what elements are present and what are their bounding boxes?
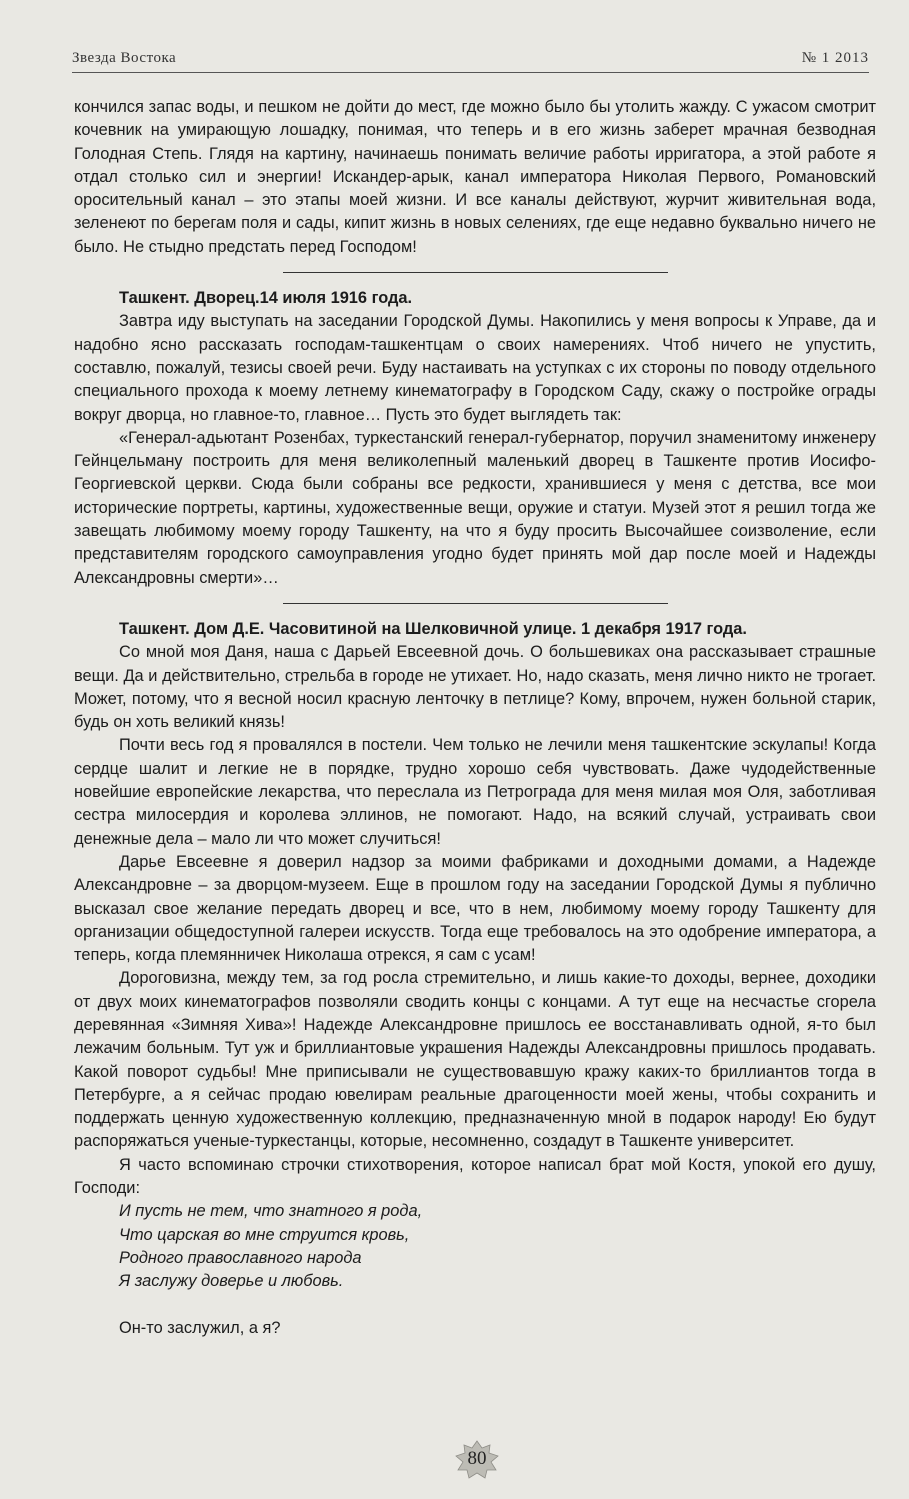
poem-line: Родного православного народа	[119, 1248, 362, 1267]
page-number: 80	[467, 1448, 487, 1469]
poem-quote	[74, 1200, 876, 1293]
paragraph: Дарье Евсеевне я доверил надзор за моими фабриками и доходными домами, а Надежде Александровне – за дворцом-музеем. Еще в прошлом году на заседании Городской Думы я публично высказал свое желание передать дворец и все, что в нем, любимому моему городу Ташкенту для организации общедоступной галереи искусств. Тогда еще требовалось на это одобрение императора, а теперь, когда племянничек Николаша отрекся, я сам с усам!	[74, 852, 876, 965]
page-body	[74, 96, 876, 1340]
section-divider	[283, 272, 668, 273]
paragraph: Завтра иду выступать на заседании Городской Думы. Накопились у меня вопросы к Управе, да и надобно ясно рассказать господам-ташкентцам о своих намерениях. Чтоб ничего не упустить, составлю, пожалуй, тезисы своей речи. Буду настаивать на уступках с их стороны по поводу отдельного специального прохода к моему летнему кинематографу в Городском Саду, скажу о постройке ограды вокруг дворца, но главное-то, главное… Пусть это будет выглядеть так:	[74, 312, 876, 424]
page-number-badge	[452, 1440, 502, 1480]
paragraph: Со мной моя Даня, наша с Дарьей Евсеевной дочь. О большевиках она рассказывает страшные вещи. Да и действительно, стрельба в городе не утихает. Но, надо сказать, меня лично никто не трогает. Может, потому, что я весной носил красную ленточку в петлице? Кому, впрочем, нужен больной старик, будь он хоть великий князь!	[74, 643, 876, 732]
journal-title: Звезда Востока	[72, 50, 177, 66]
closing-line: Он-то заслужил, а я?	[119, 1318, 281, 1337]
poem-line: Я заслужу доверье и любовь.	[119, 1272, 344, 1291]
paragraph: Я часто вспоминаю строчки стихотворения, которое написал брат мой Костя, упокой его душу, Господи:	[74, 1155, 876, 1198]
poem-line: И пусть не тем, что знатного я рода,	[119, 1202, 423, 1221]
paragraph: Дороговизна, между тем, за год росла стремительно, и лишь какие-то доходы, вернее, доходики от двух моих кинематографов позволяли сводить концы с концами. А тут еще на несчастье сгорела деревянная «Зимняя Хива»! Надежде Александровне пришлось ее восстанавливать одной, я-то был лежачим больным. Тут уж и бриллиантовые украшения Надежды Александровны пришлось продавать. Какой поворот судьбы! Мне приписывали не существовавшую кражу каких-то бриллиантов тогда в Петербурге, а я сейчас продаю ювелирам реальные драгоценности моей жены, чтобы сохранить и поддержать ценную художественную коллекцию, предназначенную мной в подарок народу! Ею будут распоряжаться ученые-туркестанцы, которые, несомненно, создадут в Ташкенте университет.	[74, 969, 876, 1151]
running-header	[72, 46, 869, 73]
paragraph: Почти весь год я провалялся в постели. Чем только не лечили меня ташкентские эскулапы! Когда сердце шалит и легкие не в порядке, трудно хорошо себя чувствовать. Даже чудодейственные новейшие европейские лекарства, что переслала из Петрограда для меня милая моя Оля, заботливая сестра милосердия и королева эллинов, не помогают. Надо, на всякий случай, устраивать свои денежные дела – мало ли что может случиться!	[74, 736, 876, 848]
quote-paragraph: «Генерал-адьютант Розенбах, туркестанский генерал-губернатор, поручил знаменитому инженеру Гейнцельману построить для меня великолепный маленький дворец в Ташкенте против Иосифо-Георгиевской церкви. Сюда были собраны все редкости, хранившиеся у меня с детства, все мои исторические портреты, картины, художественные вещи, оружие и статуи. Музей этот я решил тогда же завещать любимому моему городу Ташкенту, на что я буду просить Высочайшее соизволение, если представителям городского самоуправления угодно будет принять мой дар после моей и Надежды Александровны смерти»…	[74, 428, 876, 587]
section-heading: Ташкент. Дом Д.Е. Часовитиной на Шелковичной улице. 1 декабря 1917 года.	[119, 619, 747, 638]
section-heading: Ташкент. Дворец.14 июля 1916 года.	[119, 289, 413, 308]
intro-paragraph: кончился запас воды, и пешком не дойти до мест, где можно было бы утолить жажду. С ужасом смотрит кочевник на умирающую лошадку, понимая, что теперь и в его жизнь заберет мрачная безводная Голодная Степь. Глядя на картину, начинаешь понимать величие работы ирригатора, а этой работе я отдал столько сил и энергии! Искандер-арык, канал императора Николая Первого, Романовский оросительный канал – это этапы моей жизни. И все каналы действуют, журчит живительная вода, зеленеют по берегам поля и сады, кипит жизнь в новых селениях, где еще недавно буквально ничего не было. Не стыдно предстать перед Господом!	[74, 98, 876, 256]
issue-number: № 1 2013	[801, 50, 869, 66]
section-divider	[283, 603, 668, 604]
poem-line: Что царская во мне струится кровь,	[119, 1225, 410, 1244]
